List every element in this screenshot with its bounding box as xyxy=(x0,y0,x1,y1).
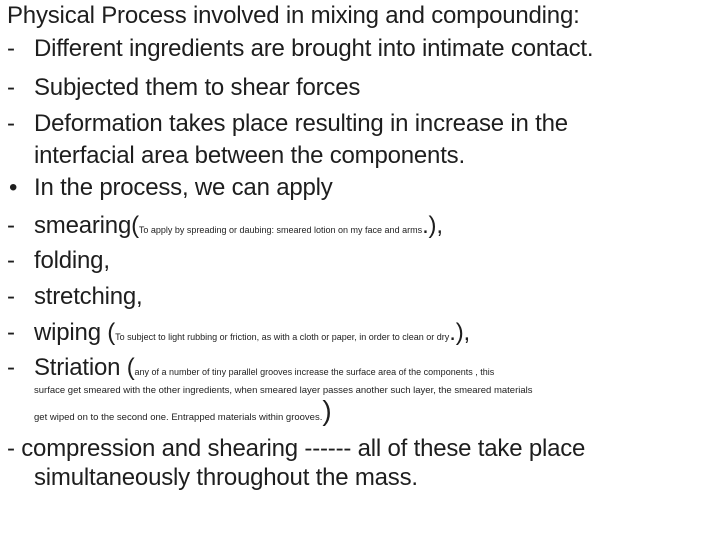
bullet-marker: - xyxy=(7,247,15,274)
note-bracket: ), xyxy=(455,319,471,346)
bullet-text: Deformation takes place resulting in increase in the xyxy=(34,110,568,137)
bullet-text: stretching, xyxy=(34,283,143,310)
bullet-text: In the process, we can apply xyxy=(34,174,333,201)
bullet-marker: - xyxy=(7,319,15,346)
bullet-smearing xyxy=(34,212,443,244)
bullet-marker: - xyxy=(7,74,15,101)
bullet-marker: - xyxy=(7,110,15,137)
definition-note: To subject to light rubbing or friction, as with a cloth or paper, in order to clean or dry xyxy=(115,332,450,342)
note-close: ) xyxy=(322,395,332,426)
note-bracket: ), xyxy=(428,212,443,239)
bullet-marker: - xyxy=(7,354,15,381)
bullet-continuation: interfacial area between the components. xyxy=(34,142,465,169)
definition-note-line3 xyxy=(34,395,332,426)
bullet-text: Striation ( xyxy=(34,354,135,381)
bullet-dot: • xyxy=(9,174,18,201)
bullet-text: Subjected them to shear forces xyxy=(34,74,361,101)
definition-note: To apply by spreading or daubing: smeared lotion on my face and arms xyxy=(138,225,423,235)
bullet-striation xyxy=(34,354,494,386)
closing-statement: - compression and shearing ------ all of these take place xyxy=(7,435,586,462)
bullet-marker: - xyxy=(7,283,15,310)
definition-note-line3-text: get wiped on to the second one. Entrapped materials within grooves. xyxy=(34,412,323,423)
bullet-marker: - xyxy=(7,35,15,62)
slide-title: Physical Process involved in mixing and compounding: xyxy=(7,2,580,29)
bullet-text: folding, xyxy=(34,247,110,274)
bullet-text: wiping ( xyxy=(34,319,116,346)
closing-statement-continuation: simultaneously throughout the mass. xyxy=(34,464,418,491)
note-close: . xyxy=(449,319,456,346)
note-close: . xyxy=(422,212,429,239)
definition-note-line2: surface get smeared with the other ingredients, when smeared layer passes another such layer, the smeared materials xyxy=(34,385,533,396)
bullet-wiping xyxy=(34,319,470,351)
bullet-text: Different ingredients are brought into intimate contact. xyxy=(34,35,594,62)
bullet-marker: - xyxy=(7,212,15,239)
bullet-text: smearing( xyxy=(34,212,139,239)
definition-note: any of a number of tiny parallel grooves increase the surface area of the components , this xyxy=(134,367,495,377)
